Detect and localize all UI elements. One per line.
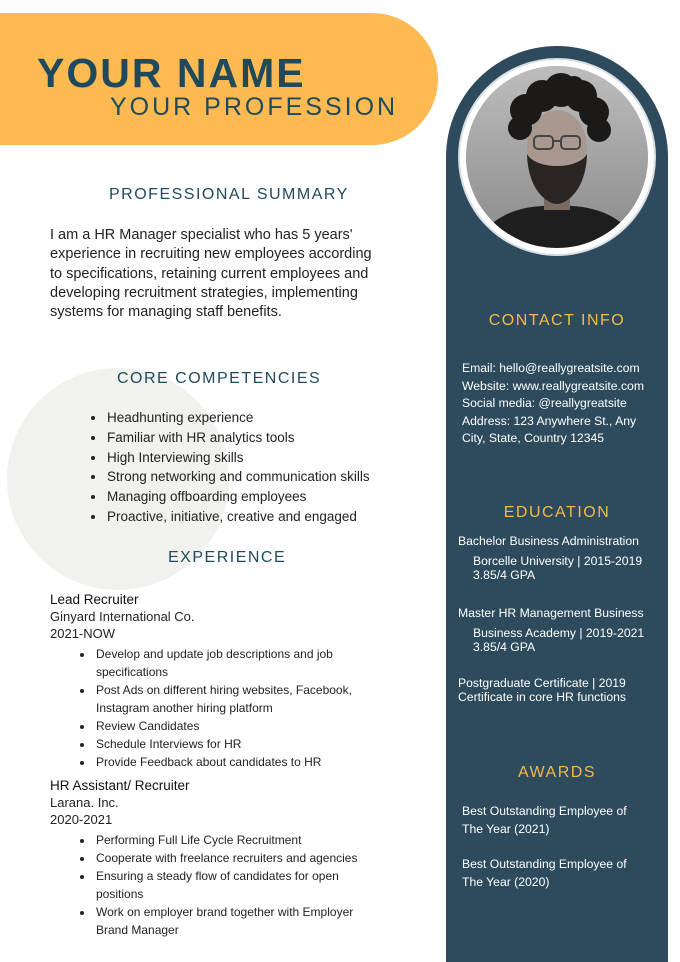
education-degree: Bachelor Business Administration [458, 534, 639, 548]
list-item: Managing offboarding employees [91, 487, 411, 507]
education-degree: Postgraduate Certificate | 2019 [458, 676, 626, 690]
education-entry [458, 676, 663, 704]
job-company: Ginyard International Co. [50, 609, 195, 624]
list-item: Provide Feedback about candidates to HR [80, 753, 380, 771]
award-item: Best Outstanding Employee of The Year (2021) [462, 804, 627, 836]
awards-heading: AWARDS [517, 764, 597, 781]
resume-name: YOUR NAME [37, 50, 306, 96]
education-entry [458, 533, 663, 582]
education-gpa: 3.85/4 GPA [473, 567, 536, 582]
summary-text: I am a HR Manager specialist who has 5 years' experience in recruiting new employees according to specifications, retaining current employees and developing recruitment strategies, implementing systems for managing staff benefits. [50, 227, 372, 321]
education-entry [458, 605, 663, 654]
list-item: Ensuring a steady flow of candidates for open positions [80, 867, 380, 903]
competencies-heading: CORE COMPETENCIES [117, 370, 322, 387]
award-item: Best Outstanding Employee of The Year (2020) [462, 857, 627, 889]
education-gpa: 3.85/4 GPA [473, 639, 536, 654]
contact-heading: CONTACT INFO [488, 312, 626, 329]
list-item: Develop and update job descriptions and job specifications [80, 645, 380, 681]
contact-details [462, 360, 662, 448]
list-item: Headhunting experience [91, 408, 411, 428]
education-degree: Master HR Management Business [458, 606, 644, 620]
list-item: Familiar with HR analytics tools [91, 428, 411, 448]
summary-heading: PROFESSIONAL SUMMARY [109, 186, 349, 203]
list-item: Work on employer brand together with Employer Brand Manager [80, 903, 380, 939]
job-entry [50, 777, 430, 939]
job-duties [80, 831, 380, 939]
list-item: Performing Full Life Cycle Recruitment [80, 831, 380, 849]
list-item: Review Candidates [80, 717, 380, 735]
education-school: Business Academy | 2019-2021 [473, 625, 645, 640]
experience-heading: EXPERIENCE [168, 549, 287, 566]
list-item: Post Ads on different hiring websites, Facebook, Instagram another hiring platform [80, 681, 380, 717]
list-item: High Interviewing skills [91, 448, 411, 468]
competencies-list [91, 408, 411, 527]
list-item: Proactive, initiative, creative and engaged [91, 507, 411, 527]
job-title: HR Assistant/ Recruiter [50, 778, 190, 793]
list-item: Strong networking and communication skills [91, 467, 411, 487]
education-school: Certificate in core HR functions [458, 690, 626, 704]
list-item: Schedule Interviews for HR [80, 735, 380, 753]
job-title: Lead Recruiter [50, 592, 139, 607]
profile-photo [466, 66, 648, 248]
contact-email: Email: hello@reallygreatsite.com [462, 361, 640, 375]
job-entry [50, 591, 430, 771]
contact-website: Website: www.reallygreatsite.com [462, 378, 644, 393]
job-company: Larana. Inc. [50, 795, 119, 810]
education-heading: EDUCATION [503, 504, 611, 521]
list-item: Cooperate with freelance recruiters and agencies [80, 849, 380, 867]
job-dates: 2020-2021 [50, 812, 113, 827]
job-duties [80, 645, 380, 771]
profile-photo-icon [466, 66, 648, 248]
resume-profession: YOUR PROFESSION [110, 93, 399, 121]
contact-address: Address: 123 Anywhere St., Any City, State, Country 12345 [462, 413, 637, 446]
education-school: Borcelle University | 2015-2019 [473, 553, 643, 568]
job-dates: 2021-NOW [50, 626, 116, 641]
contact-social: Social media: @reallygreatsite [462, 396, 627, 411]
